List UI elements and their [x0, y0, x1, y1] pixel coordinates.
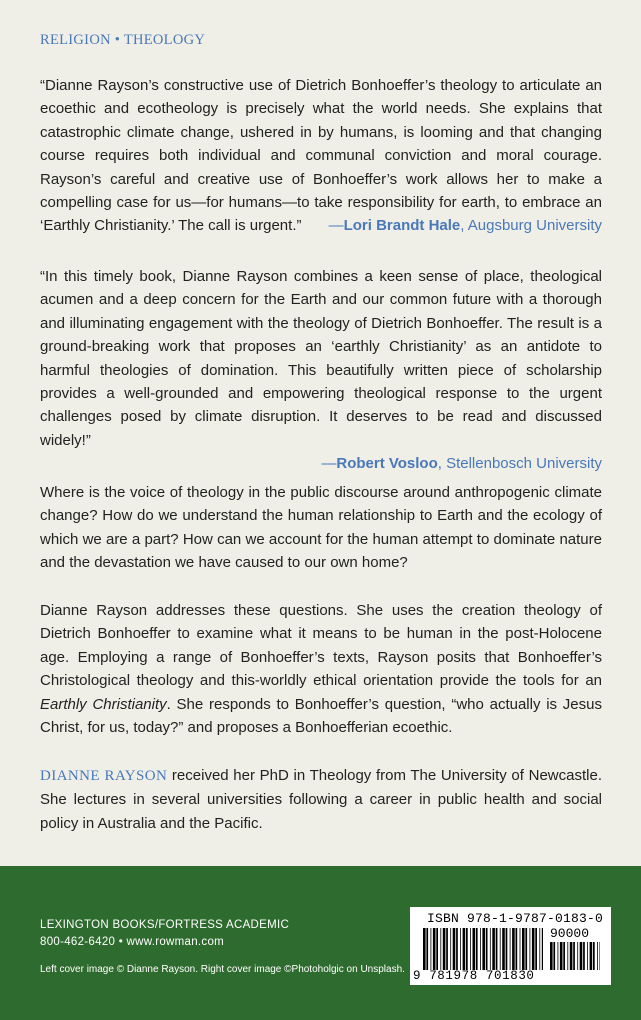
barcode-bar: [460, 928, 461, 970]
barcode-bar: [530, 928, 531, 970]
barcode-bar: [476, 928, 478, 970]
barcode-bar: [502, 928, 505, 970]
barcode-bar: [450, 928, 451, 970]
barcode-bar: [525, 928, 527, 970]
barcode-bar: [553, 942, 555, 970]
barcode-bar: [590, 942, 593, 970]
barcode-bar: [597, 942, 598, 970]
price-code: 90000: [550, 926, 590, 941]
barcode-bar: [577, 942, 578, 970]
barcode-bar: [492, 928, 495, 970]
quote-1-author: Lori Brandt Hale: [343, 217, 461, 235]
barcode-bar: [490, 928, 491, 970]
publisher-info: [40, 917, 289, 951]
barcode-bar: [496, 928, 498, 970]
barcode-bar: [558, 942, 559, 970]
barcode-bar: [480, 928, 481, 970]
barcode-bar: [580, 942, 583, 970]
barcode-bar: [563, 942, 565, 970]
publisher-contact: 800-462-6420 • www.rowman.com: [40, 936, 225, 948]
endorsement-quote-1: [40, 74, 602, 238]
category-label: RELIGION • THEOLOGY: [40, 32, 206, 48]
barcode-bar: [423, 928, 426, 970]
barcode-bar: [550, 942, 553, 970]
barcode-bar: [482, 928, 485, 970]
barcode-bar: [433, 928, 436, 970]
quote-2-author: Robert Vosloo: [336, 455, 438, 473]
isbn-text: ISBN 978-1-9787-0183-0: [427, 911, 604, 926]
quote-2-affiliation: , Stellenbosch University: [437, 455, 602, 473]
ean-number: 9 781978 701830: [413, 969, 535, 983]
barcode-bar: [466, 928, 468, 970]
quote-1-affiliation: , Augsburg University: [460, 217, 602, 235]
barcode-bar: [587, 942, 588, 970]
quote-2-text: “In this timely book, Dianne Rayson combines a keen sense of place, theological acumen and a deep concern for the Earth and our common future with a thorough and illuminating engagement with the theology of Dietrich Bonhoeffer. The result is a ground-breaking work that proposes an ‘earthly Christianity’ as an antidote to harmful theologies of domination. This beautifully written piece of scholarship provides a well-grounded and empowering theological response to the urgent challenges posed by climate disruption. It deserves to be read and discussed widely!”: [40, 268, 602, 449]
author-name: DIANNE RAYSON: [40, 768, 168, 784]
barcode-bar: [570, 942, 573, 970]
description-paragraph-2: Dianne Rayson addresses these questions. She uses the creation theology of Dietrich Bonhoeffer to examine what it means to be human in the post-Holocene age. Employing a range of Bonhoeffer’s texts, Rayson posits that Bonhoeffer’s Christological theology and this-worldly ethical orientation provide the tools for an Earthly Christianity. She responds to Bonhoeffer’s question, “who actually is Jesus Christ, for us, today?” and proposes a Bonhoefferian ecoethic.: [40, 602, 602, 737]
barcode-bar: [573, 942, 575, 970]
quote-2-attribution: —Robert Vosloo, Stellenbosch University: [321, 455, 602, 473]
barcode-bar: [512, 928, 515, 970]
barcode-bar: [426, 928, 428, 970]
barcode-bar: [522, 928, 525, 970]
isbn-barcode: [410, 907, 611, 985]
barcode-bar: [560, 942, 563, 970]
barcode-bar: [440, 928, 441, 970]
price-barcode-bars: [550, 942, 600, 970]
barcode-bar: [583, 942, 585, 970]
quote-1-attribution: —Lori Brandt Hale, Augsburg University: [328, 217, 602, 235]
barcode-bar: [431, 928, 432, 970]
ean-barcode-bars: [423, 928, 543, 970]
barcode-bar: [443, 928, 446, 970]
publisher-name: LEXINGTON BOOKS/FORTRESS ACADEMIC: [40, 919, 290, 931]
book-title-italic: Earthly Christianity: [40, 695, 167, 713]
barcode-bar: [520, 928, 521, 970]
barcode-bar: [510, 928, 511, 970]
barcode-bar: [470, 928, 471, 970]
barcode-bar: [446, 928, 448, 970]
barcode-bar: [453, 928, 456, 970]
barcode-bar: [600, 942, 601, 970]
barcode-bar: [567, 942, 568, 970]
barcode-bar: [456, 928, 458, 970]
barcode-bar: [593, 942, 595, 970]
quote-1-text: “Dianne Rayson’s constructive use of Dietrich Bonhoeffer’s theology to articulate an ecoethic and ecotheology is precisely what the world needs. She explains that catastrophic climate change, ushered in by humans, is looming and that changing course requires both individual and communal conviction and moral courage. Rayson’s careful and creative use of Bonhoeffer’s work allows her to make a compelling case for us—for humans—to take responsibility for earth, to embrace an ‘Earthly Christianity.’ The call is urgent.”: [40, 77, 602, 235]
barcode-bar: [542, 928, 543, 970]
endorsement-quote-2: [40, 265, 602, 476]
barcode-bar: [539, 928, 540, 970]
author-bio: DIANNE RAYSON received her PhD in Theology from The University of Newcastle. She lectures in several universities following a career in public health and social policy in Australia and the Pacific.: [40, 767, 602, 832]
barcode-bar: [506, 928, 508, 970]
barcode-bar: [486, 928, 488, 970]
barcode-bar: [500, 928, 501, 970]
barcode-bar: [463, 928, 466, 970]
barcode-bar: [516, 928, 518, 970]
barcode-bar: [532, 928, 535, 970]
barcode-bar: [436, 928, 438, 970]
barcode-bar: [535, 928, 537, 970]
description-paragraph-1: Where is the voice of theology in the public discourse around anthropogenic climate change? How do we understand the human relationship to Earth and the ecology of which we are a part? How can we account for the human attempt to dominate nature and the devastation we have caused to our own home?: [40, 484, 602, 572]
barcode-bar: [473, 928, 476, 970]
image-credits: Left cover image © Dianne Rayson. Right cover image ©Photoholgic on Unsplash.: [40, 964, 405, 975]
